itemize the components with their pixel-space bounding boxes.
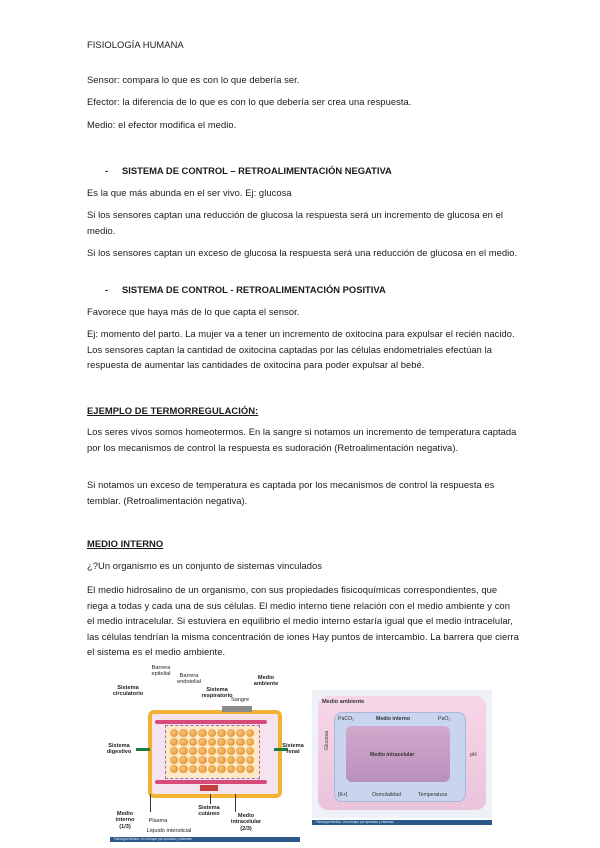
label-glucosa: Glucosa bbox=[324, 730, 330, 750]
figure1-caption: Fisiología Médica. Un enfoque por aparatos y sistemas bbox=[114, 837, 192, 841]
cell-shape bbox=[189, 747, 197, 755]
def-sensor: Sensor: compara lo que es con lo que debería ser. bbox=[87, 74, 300, 85]
label-sangre: Sangre bbox=[230, 697, 250, 703]
label-sistema-digestivo: Sistema digestivo bbox=[106, 743, 132, 756]
positiva-p1: Favorece que haya más de lo que capta el sensor. bbox=[87, 306, 300, 317]
leader-line bbox=[150, 794, 151, 812]
medio-interno-paragraph: El medio hidrosalino de un organismo, con sus propiedades fisicoquímicas correspondientes, que riega a todas y cada una de sus células. El medio interno tiene relación con el medio ambiente y con el medio intracelular. Si estuviera en equilibrio el medio interno estaría igual que el medio intracelular, las células tendrían la misma concentración de iones Hay puntos de intercambio. La barrera que cierra el sistema es el medio ambiente. bbox=[87, 584, 519, 657]
cell-shape bbox=[227, 765, 235, 773]
label-liquido-intersticial: Líquido intersticial bbox=[146, 828, 192, 834]
termo-p2: Si notamos un exceso de temperatura es captada por los mecanismos de control la respuesta es temblar. (Retroalimentación negativa). bbox=[87, 479, 495, 506]
cell-shape bbox=[227, 747, 235, 755]
skin-interface bbox=[200, 785, 218, 791]
blood-vessel-bottom bbox=[155, 780, 267, 784]
cell-shape bbox=[170, 756, 178, 764]
cell-shape bbox=[170, 747, 178, 755]
cell-shape bbox=[189, 765, 197, 773]
cell-shape bbox=[198, 747, 206, 755]
label-medio-intracelular-2: Medio intracelular bbox=[370, 752, 415, 758]
cell-shape bbox=[236, 765, 244, 773]
blood-vessel-top bbox=[155, 720, 267, 724]
cell-shape bbox=[170, 738, 178, 746]
cell-shape bbox=[189, 756, 197, 764]
cell-shape bbox=[179, 765, 187, 773]
cell-shape bbox=[189, 729, 197, 737]
label-medio-ambiente-2: Medio ambiente bbox=[322, 699, 365, 705]
heading-retro-negativa: SISTEMA DE CONTROL – RETROALIMENTACIÓN NEGATIVA bbox=[122, 165, 392, 176]
figure-body-systems-diagram bbox=[106, 665, 304, 842]
label-sistema-circulatorio: Sistema circulatorio bbox=[112, 685, 144, 698]
cell-shape bbox=[179, 747, 187, 755]
label-sistema-cutaneo: Sistema cutáneo bbox=[198, 805, 220, 818]
cell-grid bbox=[170, 729, 254, 773]
label-plasma: Plasma bbox=[148, 818, 168, 824]
cell-shape bbox=[179, 756, 187, 764]
cell-shape bbox=[236, 747, 244, 755]
bullet-marker: - bbox=[105, 284, 109, 295]
cell-shape bbox=[198, 756, 206, 764]
label-medio-interno: Medio interno (1/3) bbox=[115, 811, 135, 830]
cell-shape bbox=[208, 765, 216, 773]
cell-shape bbox=[246, 747, 254, 755]
cell-shape bbox=[217, 765, 225, 773]
label-pao2: PaO₂ bbox=[438, 716, 451, 722]
label-k: [K+] bbox=[338, 792, 348, 798]
cell-shape bbox=[246, 756, 254, 764]
label-medio-ambiente: Medio ambiente bbox=[253, 675, 279, 688]
cell-shape bbox=[208, 756, 216, 764]
cell-shape bbox=[208, 747, 216, 755]
heading-termorregulacion: EJEMPLO DE TERMORREGULACIÓN: bbox=[87, 405, 259, 416]
cell-shape bbox=[170, 765, 178, 773]
respiratory-interface bbox=[222, 706, 252, 712]
bullet-marker: - bbox=[105, 165, 109, 176]
cell-shape bbox=[246, 729, 254, 737]
positiva-p2: Ej: momento del parto. La mujer va a tener un incremento de oxitocina para expulsar el recién nacido. Los sensores captan la cantidad de oxitocina captadas por las células endometriales efectúan la respuesta de aumentar las cantidades de oxitocina para poder expulsar al bebé. bbox=[87, 328, 515, 370]
cell-shape bbox=[208, 738, 216, 746]
label-osmolalidad: Osmolalidad bbox=[372, 792, 401, 798]
label-sistema-respiratorio: Sistema respiratorio bbox=[201, 687, 233, 700]
cell-shape bbox=[246, 765, 254, 773]
negativa-p1: Es la que más abunda en el ser vivo. Ej: glucosa bbox=[87, 187, 292, 198]
cell-shape bbox=[217, 738, 225, 746]
heading-retro-positiva: SISTEMA DE CONTROL - RETROALIMENTACIÓN POSITIVA bbox=[122, 284, 386, 295]
figure2-caption: Fisiología Médica. Un enfoque por aparatos y sistemas bbox=[316, 820, 394, 824]
cell-shape bbox=[198, 738, 206, 746]
negativa-p2: Si los sensores captan una reducción de glucosa la respuesta será un incremento de glucosa en el medio. bbox=[87, 209, 503, 236]
cell-shape bbox=[227, 738, 235, 746]
cell-shape bbox=[170, 729, 178, 737]
label-medio-intracelular: Medio intracelular (2/3) bbox=[230, 813, 262, 832]
termo-p1: Los seres vivos somos homeotermos. En la sangre si notamos un incremento de temperatura captada por los mecanismos de control la respuesta es sudoración (Retroalimentación negativa). bbox=[87, 426, 517, 453]
label-ph: pH bbox=[470, 752, 477, 758]
cell-shape bbox=[236, 729, 244, 737]
cell-shape bbox=[217, 747, 225, 755]
cell-shape bbox=[236, 756, 244, 764]
label-paco2: PaCO₂ bbox=[338, 716, 355, 722]
label-temperatura: Temperatura bbox=[418, 792, 448, 798]
label-barrera-epitelial: Barrera epitelial bbox=[151, 665, 171, 678]
negativa-p3: Si los sensores captan un exceso de glucosa la respuesta será una reducción de glucosa en el medio. bbox=[87, 247, 518, 258]
page-header: FISIOLOGÍA HUMANA bbox=[87, 39, 184, 50]
figure-compartments-diagram bbox=[312, 690, 492, 825]
cell-shape bbox=[208, 729, 216, 737]
label-barrera-endotelial: Barrera endotelial bbox=[177, 673, 201, 686]
cell-shape bbox=[198, 765, 206, 773]
cell-shape bbox=[227, 756, 235, 764]
medio-interno-question: ¿?Un organismo es un conjunto de sistemas vinculados bbox=[87, 560, 323, 571]
cell-shape bbox=[198, 729, 206, 737]
cell-shape bbox=[236, 738, 244, 746]
label-medio-interno-2: Medio interno bbox=[376, 716, 411, 722]
cell-shape bbox=[217, 729, 225, 737]
cell-shape bbox=[246, 738, 254, 746]
cell-shape bbox=[179, 738, 187, 746]
heading-medio-interno: MEDIO INTERNO bbox=[87, 538, 164, 549]
def-medio: Medio: el efector modifica el medio. bbox=[87, 119, 237, 130]
cell-shape bbox=[189, 738, 197, 746]
def-efector: Efector: la diferencia de lo que es con lo que debería ser crea una respuesta. bbox=[87, 96, 412, 107]
leader-line bbox=[235, 794, 236, 812]
cell-shape bbox=[179, 729, 187, 737]
label-sistema-renal: Sistema renal bbox=[282, 743, 304, 756]
cell-shape bbox=[217, 756, 225, 764]
digestive-arrow bbox=[136, 748, 150, 751]
leader-line bbox=[210, 794, 211, 804]
cell-shape bbox=[227, 729, 235, 737]
